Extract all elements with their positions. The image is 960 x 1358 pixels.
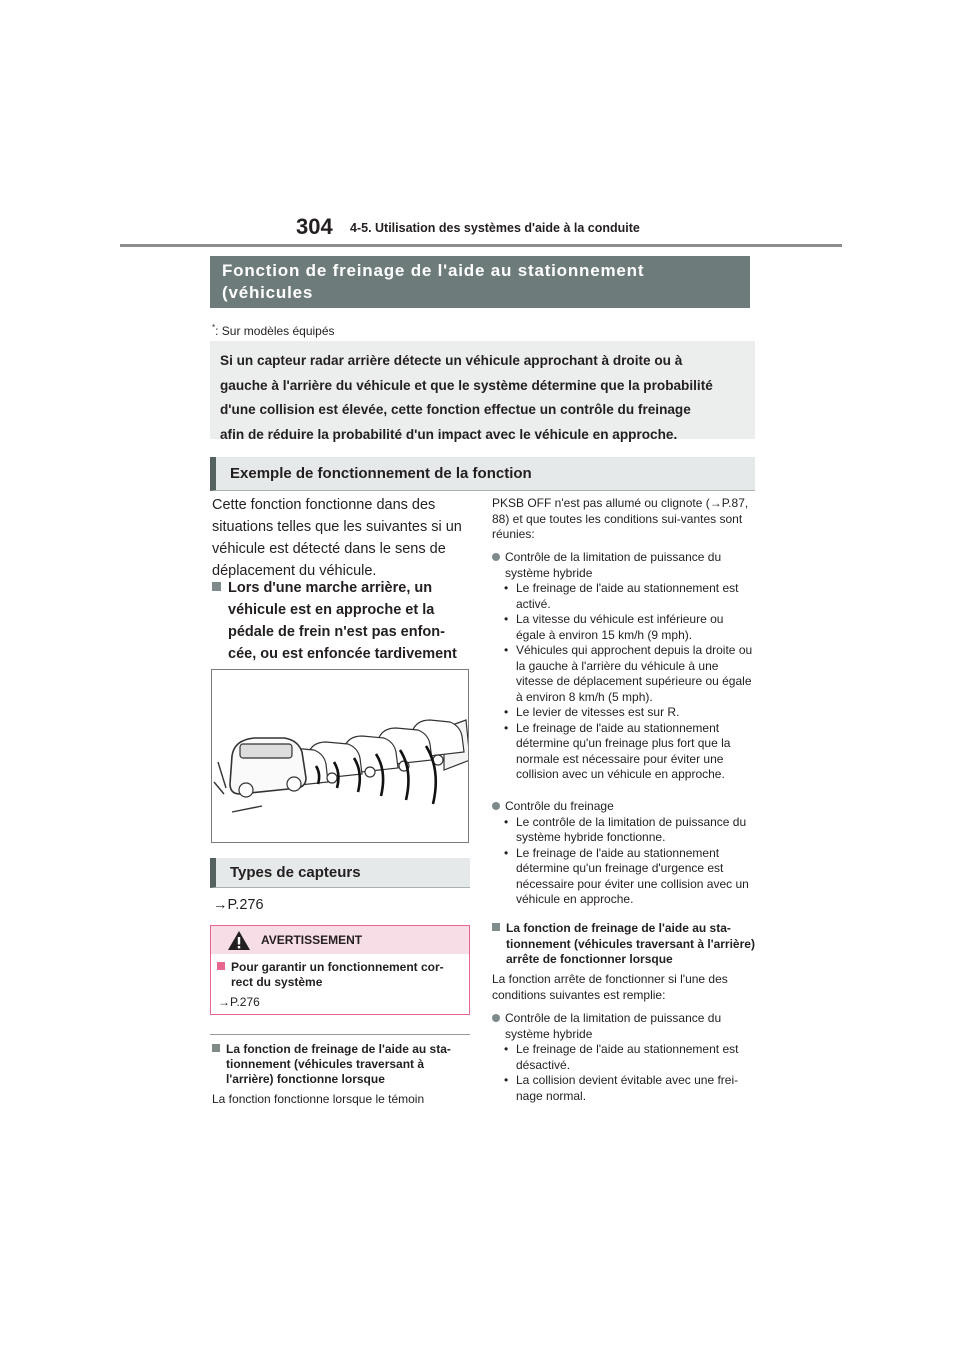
running-header: 4-5. Utilisation des systèmes d'aide à la conduite: [350, 221, 640, 235]
case-heading-text: Lors d'une marche arrière, un véhicule est en approche et la pédale de frein n'est pas enfon-cée, ou est enfoncée tardivement: [228, 580, 457, 662]
stops-when-heading-text: La fonction de freinage de l'aide au sta-tionnement (véhicules traversant à l'arrière) arrête de fonctionner lorsque: [506, 921, 755, 966]
intro-line-1: Si un capteur radar arrière détecte un véhicule approchant à droite ou à: [220, 353, 683, 368]
sensor-types-page-ref[interactable]: →P.276: [213, 897, 264, 913]
stops-when-text: La fonction arrête de fonctionner si l'une des conditions suivantes est remplie:: [492, 972, 728, 1002]
section-title-line1: Fonction de freinage de l'aide au stationnement (véhicules: [222, 261, 645, 302]
footnote-mark: *: [212, 323, 216, 332]
condition-2-title: [492, 799, 756, 815]
sensor-types-heading: Types de capteurs: [210, 858, 470, 888]
intro-line-3: d'une collision est élevée, cette fonction effectue un contrôle du freinage: [220, 402, 691, 417]
section-title-mark: *: [409, 309, 415, 320]
warning-box: [210, 925, 470, 1015]
stops-when-heading-row: [492, 921, 756, 968]
intro-line-2: gauche à l'arrière du véhicule et que le système détermine que la probabilité: [220, 377, 713, 393]
condition-block-3: [492, 1011, 756, 1104]
condition-1-bullet: • Véhicules qui approchent depuis la droite ou la gauche à l'arrière du véhicule à une vitesse de déplacement supérieure ou égale à environ 8 km/h (5 mph).: [492, 643, 756, 705]
operates-when-heading-text: La fonction de freinage de l'aide au sta-tionnement (véhicules traversant à l'arrière) fonctionne lorsque: [226, 1042, 451, 1086]
condition-1-bullet: • Le freinage de l'aide au stationnement est activé.: [492, 581, 756, 612]
condition-3-title-text: Contrôle de la limitation de puissance du système hybride: [505, 1011, 722, 1041]
intro-box: [210, 341, 755, 442]
warning-title: AVERTISSEMENT: [261, 933, 363, 947]
condition-3-bullet: • Le freinage de l'aide au stationnement est désactivé.: [492, 1042, 756, 1073]
warning-page-ref[interactable]: →P.276: [218, 995, 260, 1009]
square-bullet-icon: [492, 923, 500, 931]
condition-1-bullet: • Le freinage de l'aide au stationnement détermine qu'un freinage plus fort que la normale est nécessaire pour éviter une collision avec un véhicule en approche.: [492, 721, 756, 783]
warning-title-row: [211, 926, 469, 954]
square-bullet-icon: [217, 962, 225, 970]
condition-2-bullet: • Le contrôle de la limitation de puissance du système hybride fonctionne.: [492, 815, 756, 846]
warning-triangle-icon: [227, 930, 251, 951]
warning-item-text: Pour garantir un fonctionnement cor-rect du système: [231, 960, 444, 989]
condition-block-2: [492, 799, 756, 908]
example-heading: Exemple de fonctionnement de la fonction: [210, 457, 755, 491]
condition-1-title: [492, 550, 756, 581]
footnote: [212, 323, 335, 338]
stops-when-heading: [492, 921, 756, 968]
condition-2-title-text: Contrôle du freinage: [505, 799, 614, 813]
condition-1-title-text: Contrôle de la limitation de puissance du système hybride: [505, 550, 722, 580]
warning-item: [217, 960, 465, 990]
square-bullet-icon: [212, 1044, 220, 1052]
square-bullet-icon: [212, 582, 221, 591]
circle-bullet-icon: [492, 802, 500, 810]
header-rule: [120, 244, 842, 247]
condition-3-bullet: • La collision devient évitable avec une frei-nage normal.: [492, 1073, 756, 1104]
footnote-text: : Sur modèles équipés: [215, 324, 335, 338]
section-title-line2-text: traversant à l’arrière): [222, 308, 410, 328]
intro-line-4: afin de réduire la probabilité d'un impact avec le véhicule en approche.: [220, 426, 678, 442]
left-divider: [210, 1034, 470, 1035]
illustration-svg: [212, 670, 468, 842]
right-continuation: PKSB OFF n'est pas allumé ou clignote (→P.87, 88) et que toutes les conditions sui-vantes sont réunies:: [492, 496, 749, 541]
rear-cross-traffic-illustration: [211, 669, 469, 843]
section-title: [210, 256, 750, 328]
condition-3-title: [492, 1011, 756, 1042]
condition-block-1: [492, 550, 756, 783]
condition-1-bullet: • Le levier de vitesses est sur R.: [492, 705, 756, 721]
operates-when-heading: [212, 1042, 470, 1087]
example-intro: Cette fonction fonctionne dans des situations telles que les suivantes si un véhicule est détecté dans le sens de déplacement du véhicule.: [212, 497, 462, 579]
circle-bullet-icon: [492, 1014, 500, 1022]
case-heading: [212, 577, 470, 665]
circle-bullet-icon: [492, 553, 500, 561]
operates-when-text: La fonction fonctionne lorsque le témoin: [212, 1092, 425, 1106]
page-number: 304: [296, 214, 333, 239]
condition-2-bullet: • Le freinage de l'aide au stationnement détermine qu'un freinage d'urgence est nécessaire pour éviter une collision avec un véhicule en approche.: [492, 846, 756, 908]
condition-1-bullet: • La vitesse du véhicule est inférieure ou égale à environ 15 km/h (9 mph).: [492, 612, 756, 643]
